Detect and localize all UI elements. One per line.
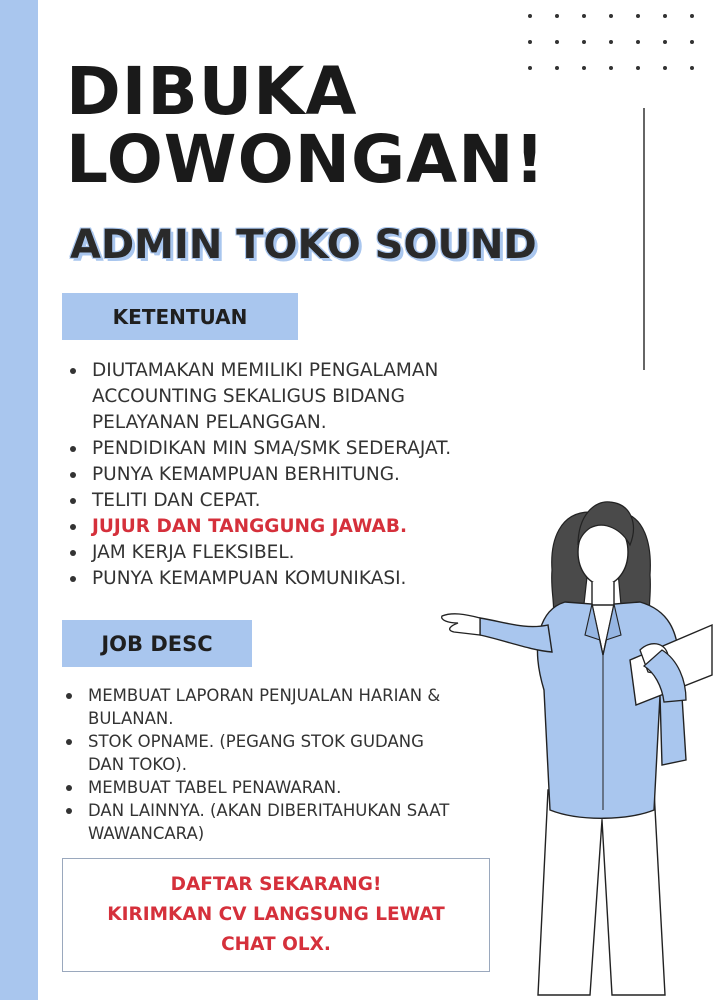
decorative-dot (636, 40, 640, 44)
decorative-dot (690, 40, 694, 44)
decorative-dot (528, 40, 532, 44)
decorative-dot (663, 66, 667, 70)
decorative-dot (555, 66, 559, 70)
ketentuan-list (70, 358, 451, 592)
job-title: ADMIN TOKO SOUND (70, 222, 537, 268)
decorative-dot (663, 14, 667, 18)
list-item-continuation: ACCOUNTING SEKALIGUS BIDANG (92, 386, 405, 407)
list-item-continuation: DAN TOKO). (88, 755, 187, 774)
decorative-dot (609, 40, 613, 44)
decorative-dot (636, 66, 640, 70)
decorative-dot (609, 14, 613, 18)
jobdesc-header: JOB DESC (62, 620, 252, 667)
ketentuan-header: KETENTUAN (62, 293, 298, 340)
cta-line-3: CHAT OLX. (221, 934, 331, 955)
list-item-continuation: PELAYANAN PELANGGAN. (92, 412, 327, 433)
cta-line-2: KIRIMKAN CV LANGSUNG LEWAT (107, 904, 445, 925)
decorative-dots (528, 14, 696, 74)
list-item: DIUTAMAKAN MEMILIKI PENGALAMAN (70, 358, 451, 384)
jobdesc-list (66, 684, 449, 845)
decorative-dot (690, 66, 694, 70)
left-stripe (0, 0, 38, 1000)
decorative-dot (690, 14, 694, 18)
list-item: TELITI DAN CEPAT. (70, 488, 451, 514)
list-item-continuation: BULANAN. (88, 709, 174, 728)
decorative-dot (582, 14, 586, 18)
decorative-dot (555, 14, 559, 18)
list-item: PUNYA KEMAMPUAN BERHITUNG. (70, 462, 451, 488)
cta-line-1: DAFTAR SEKARANG! (170, 874, 382, 895)
list-item-continuation: WAWANCARA) (88, 824, 205, 843)
decorative-dot (582, 66, 586, 70)
page-title (66, 53, 546, 198)
list-item: STOK OPNAME. (PEGANG STOK GUDANG (66, 730, 449, 753)
decorative-dot (609, 66, 613, 70)
title-line-1: DIBUKA (66, 53, 358, 130)
list-item: PENDIDIKAN MIN SMA/SMK SEDERAJAT. (70, 436, 451, 462)
title-line-2: LOWONGAN! (66, 121, 546, 198)
list-item: MEMBUAT TABEL PENAWARAN. (66, 776, 449, 799)
list-item-highlight: JUJUR DAN TANGGUNG JAWAB. (70, 514, 451, 540)
list-item: PUNYA KEMAMPUAN KOMUNIKASI. (70, 566, 451, 592)
list-item: MEMBUAT LAPORAN PENJUALAN HARIAN & (66, 684, 449, 707)
call-to-action-box (62, 858, 490, 972)
woman-illustration (440, 490, 715, 1000)
decorative-dot (555, 40, 559, 44)
decorative-dot (582, 40, 586, 44)
list-item: JAM KERJA FLEKSIBEL. (70, 540, 451, 566)
decorative-vertical-line (643, 108, 645, 370)
decorative-dot (528, 14, 532, 18)
list-item: DAN LAINNYA. (AKAN DIBERITAHUKAN SAAT (66, 799, 449, 822)
decorative-dot (663, 40, 667, 44)
decorative-dot (636, 14, 640, 18)
